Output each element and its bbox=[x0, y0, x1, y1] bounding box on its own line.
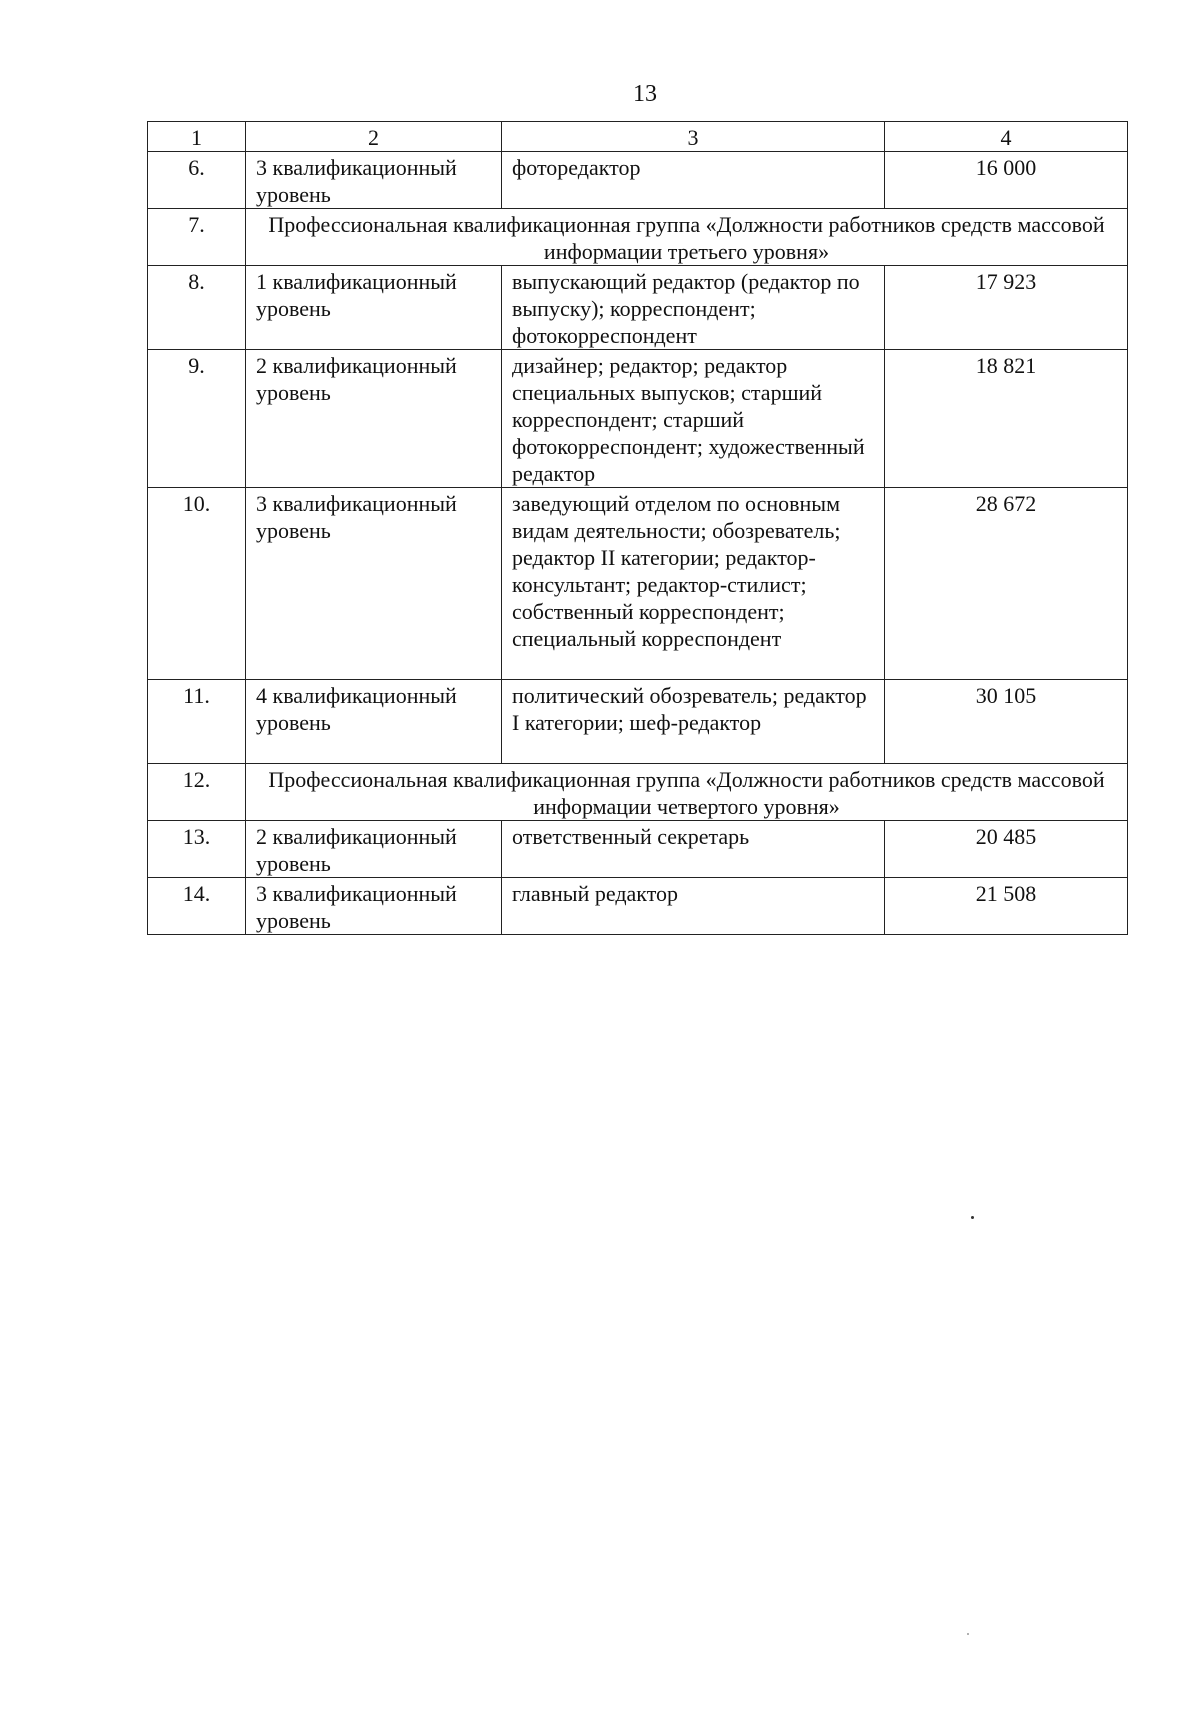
column-number-4: 4 bbox=[885, 122, 1128, 152]
position-list: выпускающий редактор (редактор по выпуску); корреспондент; фотокорреспондент bbox=[502, 266, 885, 350]
group-row bbox=[148, 209, 1128, 266]
qualification-level: 1 квалификационный уровень bbox=[246, 266, 502, 350]
position-list: главный редактор bbox=[502, 878, 885, 935]
row-number: 12. bbox=[148, 764, 246, 821]
salary-value: 30 105 bbox=[885, 680, 1128, 764]
page-number: 13 bbox=[633, 81, 657, 107]
salary-value: 17 923 bbox=[885, 266, 1128, 350]
scan-speck bbox=[971, 1216, 974, 1219]
row-number: 8. bbox=[148, 266, 246, 350]
salary-value: 16 000 bbox=[885, 152, 1128, 209]
table-row bbox=[148, 266, 1128, 350]
salary-value: 21 508 bbox=[885, 878, 1128, 935]
group-title: Профессиональная квалификационная группа «Должности работников средств массовой информации третьего уровня» bbox=[246, 209, 1128, 266]
position-list: дизайнер; редактор; редактор специальных выпусков; старший корреспондент; старший фотокорреспондент; художественный редактор bbox=[502, 350, 885, 488]
row-number: 9. bbox=[148, 350, 246, 488]
salary-value: 18 821 bbox=[885, 350, 1128, 488]
group-row bbox=[148, 764, 1128, 821]
row-number: 7. bbox=[148, 209, 246, 266]
row-number: 11. bbox=[148, 680, 246, 764]
salary-table bbox=[147, 121, 1128, 935]
table-row bbox=[148, 152, 1128, 209]
group-title: Профессиональная квалификационная группа «Должности работников средств массовой информации четвертого уровня» bbox=[246, 764, 1128, 821]
row-number: 10. bbox=[148, 488, 246, 680]
position-list: ответственный секретарь bbox=[502, 821, 885, 878]
position-list: фоторедактор bbox=[502, 152, 885, 209]
column-number-2: 2 bbox=[246, 122, 502, 152]
row-number: 6. bbox=[148, 152, 246, 209]
qualification-level: 2 квалификационный уровень bbox=[246, 350, 502, 488]
salary-value: 28 672 bbox=[885, 488, 1128, 680]
table-row bbox=[148, 680, 1128, 764]
row-number: 13. bbox=[148, 821, 246, 878]
qualification-level: 3 квалификационный уровень bbox=[246, 878, 502, 935]
qualification-level: 2 квалификационный уровень bbox=[246, 821, 502, 878]
qualification-level: 3 квалификационный уровень bbox=[246, 488, 502, 680]
row-number: 14. bbox=[148, 878, 246, 935]
column-number-1: 1 bbox=[148, 122, 246, 152]
table-header-row bbox=[148, 122, 1128, 152]
salary-value: 20 485 bbox=[885, 821, 1128, 878]
qualification-level: 3 квалификационный уровень bbox=[246, 152, 502, 209]
table-row bbox=[148, 821, 1128, 878]
column-number-3: 3 bbox=[502, 122, 885, 152]
position-list: заведующий отделом по основным видам деятельности; обозреватель; редактор II категории; редактор-консультант; редактор-стилист; собственный корреспондент; специальный корреспондент bbox=[502, 488, 885, 680]
table-row bbox=[148, 350, 1128, 488]
table-row bbox=[148, 878, 1128, 935]
qualification-level: 4 квалификационный уровень bbox=[246, 680, 502, 764]
position-list: политический обозреватель; редактор I категории; шеф-редактор bbox=[502, 680, 885, 764]
table-row bbox=[148, 488, 1128, 680]
scan-speck bbox=[967, 1633, 969, 1635]
